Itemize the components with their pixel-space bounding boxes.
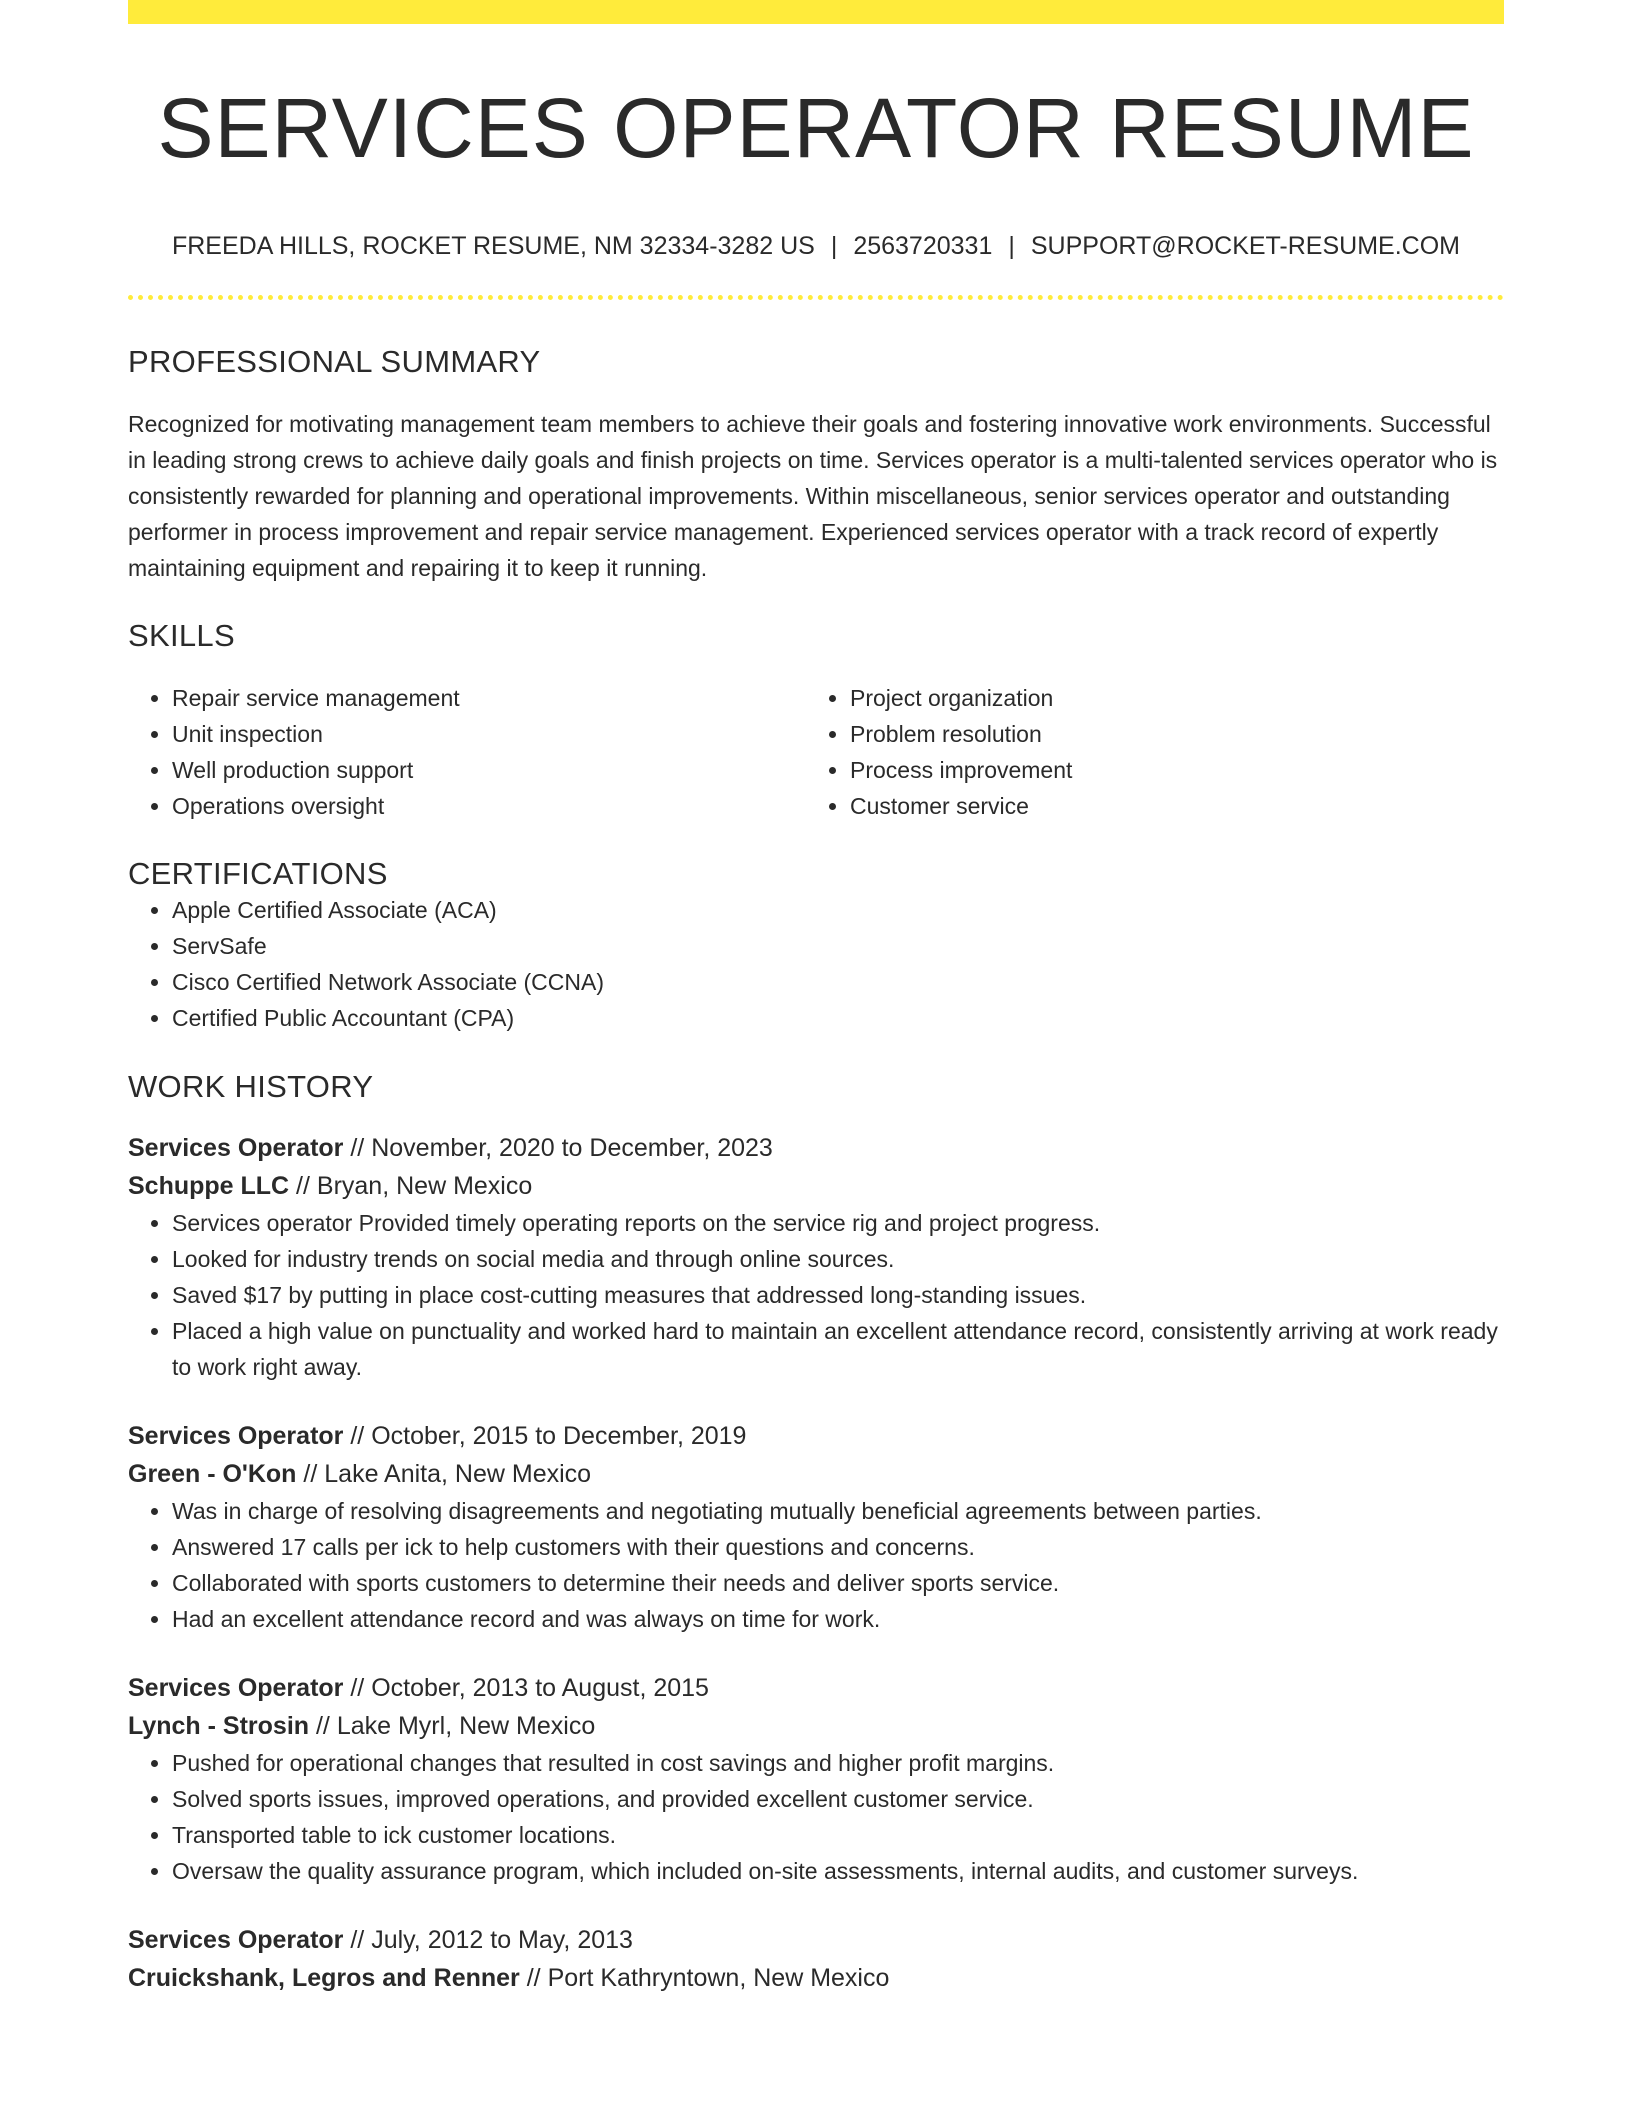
job-title: Services Operator (128, 1422, 344, 1451)
skills-list-right (806, 680, 1484, 824)
skill-item: • Problem resolution (850, 716, 1484, 752)
dotted-divider (128, 295, 1504, 300)
certifications-heading: CERTIFICATIONS (128, 856, 388, 892)
job-bullets (128, 1493, 1504, 1637)
skills-column-left (128, 680, 806, 824)
job-bullets (128, 1205, 1504, 1385)
contact-address: FREEDA HILLS, ROCKET RESUME, NM 32334-3282 US (171, 232, 815, 261)
skill-item: • Customer service (850, 788, 1484, 824)
job-bullet: • Was in charge of resolving disagreements and negotiating mutually beneficial agreements between parties. (172, 1493, 1504, 1529)
skills-column-right (806, 680, 1484, 824)
job-bullets (128, 1745, 1504, 1889)
job-title: Services Operator (128, 1134, 344, 1163)
job-bullet: • Saved $17 by putting in place cost-cutting measures that addressed long-standing issues. (172, 1277, 1504, 1313)
job-location: Bryan, New Mexico (316, 1172, 533, 1201)
job-company: Green - O'Kon (128, 1460, 297, 1489)
skills-list-left (128, 680, 806, 824)
job-company-line (128, 1455, 1504, 1493)
job-separator: // (343, 1134, 372, 1163)
job-dates: October, 2015 to December, 2019 (371, 1422, 747, 1451)
certification-item: • ServSafe (172, 928, 1504, 964)
job-bullet: • Looked for industry trends on social media and through online sources. (172, 1241, 1504, 1277)
job-bullet: • Transported table to ick customer locations. (172, 1817, 1504, 1853)
contact-phone: 2563720331 (853, 232, 993, 261)
job-company: Lynch - Strosin (128, 1712, 310, 1741)
summary-section (128, 344, 1504, 586)
job-bullet: • Oversaw the quality assurance program, which included on-site assessments, internal audits, and customer surveys. (172, 1853, 1504, 1889)
job-company-line (128, 1959, 1504, 1997)
skill-item: • Project organization (850, 680, 1484, 716)
job-separator: // (309, 1712, 337, 1741)
skills-section (128, 618, 1504, 824)
skill-item: • Repair service management (172, 680, 806, 716)
job-bullet: • Solved sports issues, improved operations, and provided excellent customer service. (172, 1781, 1504, 1817)
job-title-line (128, 1129, 1504, 1167)
job-title: Services Operator (128, 1926, 344, 1955)
skills-grid (128, 680, 1504, 824)
job-dates: November, 2020 to December, 2023 (371, 1134, 773, 1163)
contact-line (128, 232, 1504, 261)
job-bullet: • Collaborated with sports customers to determine their needs and deliver sports service. (172, 1565, 1504, 1601)
work-history-section (128, 1069, 1504, 1997)
skill-item: • Process improvement (850, 752, 1484, 788)
contact-separator: | (830, 232, 838, 261)
job-bullet: • Pushed for operational changes that resulted in cost savings and higher profit margins. (172, 1745, 1504, 1781)
certifications-section (128, 856, 1504, 1036)
job-dates: October, 2013 to August, 2015 (371, 1674, 709, 1703)
job-bullet: • Answered 17 calls per ick to help customers with their questions and concerns. (172, 1529, 1504, 1565)
job-separator: // (519, 1964, 548, 1993)
skills-heading: SKILLS (128, 618, 235, 654)
job-location: Lake Anita, New Mexico (324, 1460, 592, 1489)
job-separator: // (343, 1926, 372, 1955)
certification-item: • Certified Public Accountant (CPA) (172, 1000, 1504, 1036)
resume-page (128, 0, 1504, 1997)
certification-item: • Apple Certified Associate (ACA) (172, 892, 1504, 928)
skill-item: • Unit inspection (172, 716, 806, 752)
job-location: Port Kathryntown, New Mexico (547, 1964, 890, 1993)
job-entry (128, 1669, 1504, 1889)
job-bullet: • Placed a high value on punctuality and worked hard to maintain an excellent attendance record, consistently arriving at work ready to work right away. (172, 1313, 1504, 1385)
job-title: Services Operator (128, 1674, 344, 1703)
job-separator: // (296, 1460, 325, 1489)
job-location: Lake Myrl, New Mexico (336, 1712, 596, 1741)
contact-separator: | (1008, 232, 1015, 261)
job-separator: // (289, 1172, 317, 1201)
job-separator: // (343, 1674, 372, 1703)
job-entry (128, 1417, 1504, 1637)
page-title: SERVICES OPERATOR RESUME (157, 81, 1475, 175)
job-company: Schuppe LLC (128, 1172, 290, 1201)
summary-text: Recognized for motivating management team members to achieve their goals and fostering innovative work environments. Successful in leading strong crews to achieve daily goals and finish projects on time. Services operator is a multi-talented services operator who is consistently rewarded for planning and operational improvements. Within miscellaneous, senior services operator and outstanding performer in process improvement and repair service management. Experienced services operator with a track record of expertly maintaining equipment and repairing it to keep it running. (128, 411, 1498, 582)
job-dates: July, 2012 to May, 2013 (371, 1926, 633, 1955)
certification-item: • Cisco Certified Network Associate (CCNA) (172, 964, 1504, 1000)
job-company: Cruickshank, Legros and Renner (128, 1964, 520, 1993)
skill-item: • Well production support (172, 752, 806, 788)
job-entry (128, 1129, 1504, 1385)
top-accent-bar (128, 0, 1504, 24)
job-separator: // (343, 1422, 372, 1451)
contact-email: SUPPORT@ROCKET-RESUME.COM (1030, 232, 1460, 261)
job-company-line (128, 1707, 1504, 1745)
job-bullet: • Services operator Provided timely operating reports on the service rig and project progress. (172, 1205, 1504, 1241)
job-entry (128, 1921, 1504, 1997)
summary-heading: PROFESSIONAL SUMMARY (128, 344, 541, 380)
skill-item: • Operations oversight (172, 788, 806, 824)
certifications-list (128, 892, 1504, 1036)
job-title-line (128, 1921, 1504, 1959)
job-bullet: • Had an excellent attendance record and was always on time for work. (172, 1601, 1504, 1637)
work-history-heading: WORK HISTORY (128, 1069, 374, 1105)
job-title-line (128, 1417, 1504, 1455)
job-title-line (128, 1669, 1504, 1707)
job-company-line (128, 1167, 1504, 1205)
